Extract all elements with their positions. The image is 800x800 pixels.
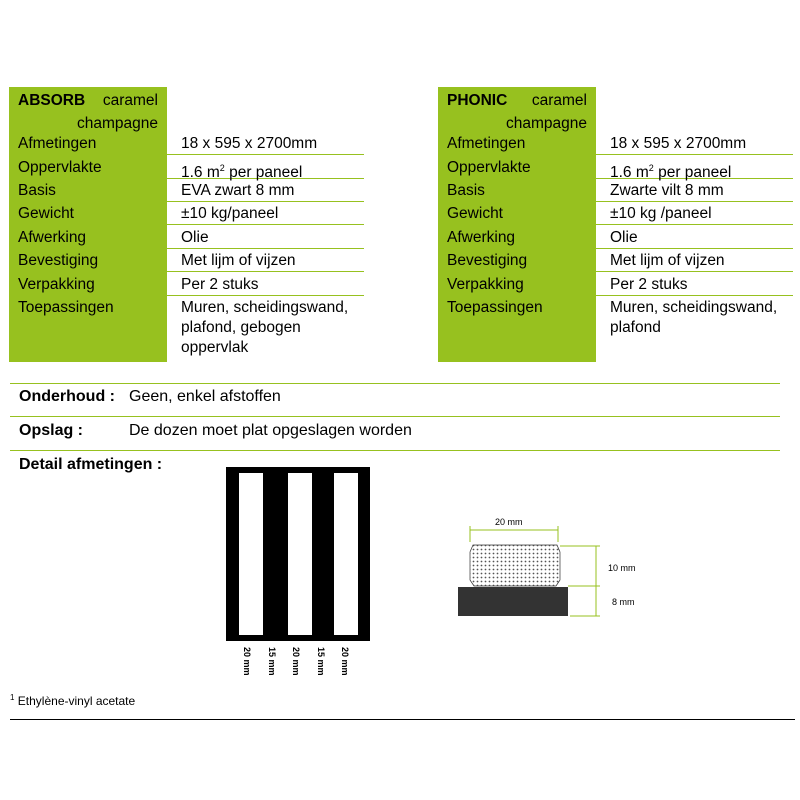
product-header: [18, 89, 158, 132]
spec-label: Bevestiging: [447, 252, 528, 269]
stripe-diagram: [226, 467, 370, 641]
spec-label: Toepassingen: [18, 299, 114, 316]
maintenance-label: Onderhoud :: [19, 388, 115, 405]
spec-label: Verpakking: [447, 276, 524, 293]
spec-label: Afmetingen: [447, 135, 526, 152]
section-diagram: [440, 500, 660, 630]
storage-row: [19, 421, 412, 441]
product-color-1: caramel: [102, 92, 158, 109]
spec-value: Olie: [181, 229, 209, 246]
stripe-dim-label: 15 mm: [316, 647, 326, 676]
product-name: PHONIC: [447, 92, 508, 109]
spec-value: EVA zwart 8 mm: [181, 182, 295, 199]
spec-value: 1.6 $m^2$ per paneel: [610, 163, 732, 182]
product-header: [447, 89, 587, 132]
spec-label: Afmetingen: [18, 135, 97, 152]
spec-value: Met lijm of vijzen: [181, 252, 296, 269]
stripe-white: [288, 473, 312, 635]
maintenance-value: Geen, enkel afstoffen: [129, 388, 281, 405]
detail-label: Detail afmetingen :: [19, 456, 163, 473]
spec-label: Bevestiging: [18, 252, 99, 269]
width-dimension: [470, 517, 558, 542]
stripe-dim-label: 20 mm: [242, 647, 252, 676]
stripe-dim-label: 20 mm: [340, 647, 350, 676]
base-layer: [458, 587, 568, 616]
spec-label: Gewicht: [18, 205, 74, 222]
spec-value: 18 x 595 x 2700mm: [610, 135, 747, 152]
storage-label: Opslag :: [19, 422, 84, 439]
spec-value: Olie: [610, 229, 638, 246]
width-label: 20 mm: [495, 517, 523, 527]
stripe-dim-label: 15 mm: [267, 647, 277, 676]
spec-label: Basis: [447, 182, 485, 199]
footnote-mark: 1: [10, 693, 15, 702]
bottom-rule: [10, 719, 795, 720]
spec-label: Toepassingen: [447, 299, 543, 316]
spec-value: 18 x 595 x 2700mm: [181, 135, 318, 152]
footnote: [10, 693, 135, 708]
stripe-white: [239, 473, 263, 635]
product-color-2: champagne: [505, 115, 587, 132]
maintenance-row: [19, 387, 281, 407]
spec-value: Met lijm of vijzen: [610, 252, 725, 269]
divider: [10, 450, 780, 451]
spec-value: 1.6 $m^2$ per paneel: [181, 163, 303, 182]
divider: [10, 383, 780, 384]
storage-value: De dozen moet plat opgeslagen worden: [129, 422, 412, 439]
product-color-2: champagne: [76, 115, 158, 132]
spec-label: Afwerking: [18, 229, 87, 246]
top-height-label: 10 mm: [608, 563, 636, 573]
spec-value: Per 2 stuks: [610, 276, 688, 293]
spec-label: Gewicht: [447, 205, 503, 222]
detail-heading: [19, 455, 162, 475]
product-name: ABSORB: [18, 92, 86, 109]
divider: [10, 416, 780, 417]
footnote-text: Ethylène-vinyl acetate: [14, 694, 136, 708]
spec-value: Zwarte vilt 8 mm: [610, 182, 724, 199]
stripe-white: [334, 473, 358, 635]
base-height-label: 8 mm: [612, 597, 635, 607]
spec-label: Afwerking: [447, 229, 516, 246]
spec-value: Per 2 stuks: [181, 276, 259, 293]
spec-label: Oppervlakte: [18, 159, 102, 176]
spec-value: Muren, scheidingswand, plafond, gebogen oppervlak: [181, 299, 349, 356]
spec-label: Verpakking: [18, 276, 95, 293]
spec-label: Oppervlakte: [447, 159, 531, 176]
wood-profile: [470, 545, 560, 586]
spec-value: ±10 kg /paneel: [610, 205, 712, 222]
stripe-dim-label: 20 mm: [291, 647, 301, 676]
product-color-1: caramel: [531, 92, 587, 109]
spec-label: Basis: [18, 182, 56, 199]
spec-value: ±10 kg/paneel: [181, 205, 279, 222]
spec-value: Muren, scheidingswand, plafond: [610, 299, 778, 336]
